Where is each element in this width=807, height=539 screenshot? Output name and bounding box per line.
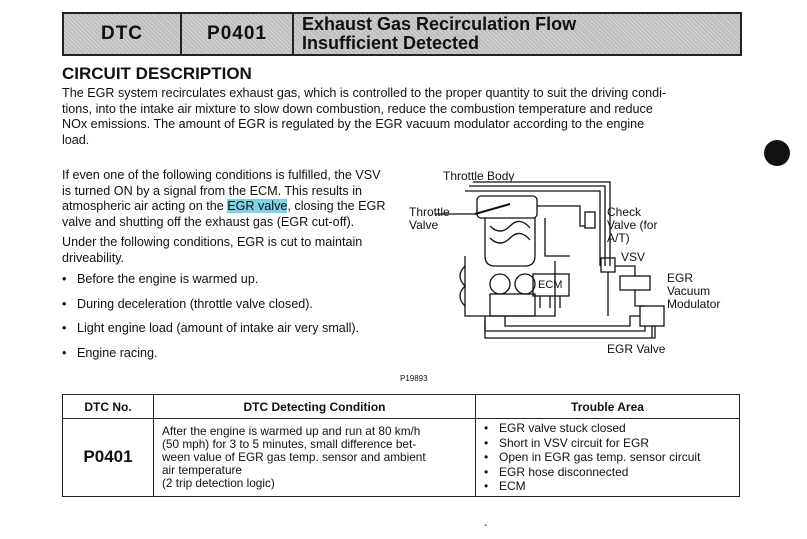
header-dtc-no: DTC No. <box>63 395 154 419</box>
list-item: • EGR valve stuck closed <box>484 421 731 436</box>
list-item: • ECM <box>484 479 731 494</box>
list-item: • Short in VSV circuit for EGR <box>484 436 731 451</box>
vsv-shape <box>601 258 615 272</box>
trouble-list <box>484 421 731 494</box>
condition-line: ween value of EGR gas temp. sensor and ambient <box>162 449 426 464</box>
intro-line: load. <box>62 132 90 147</box>
label-check-valve: Check Valve (for A/T) <box>607 205 658 245</box>
cell-detecting-condition <box>154 419 476 497</box>
label-egr-valve: EGR Valve <box>607 342 666 356</box>
dtc-title <box>294 14 740 54</box>
header-trouble-area: Trouble Area <box>476 395 740 419</box>
egr-valve-shape <box>640 306 664 326</box>
intro-paragraph <box>62 86 752 148</box>
dtc-header-bar <box>62 12 742 56</box>
dtc-code: P0401 <box>182 14 294 54</box>
page-marker-dot <box>764 140 790 166</box>
description-column <box>62 168 387 370</box>
label-throttle-body: Throttle Body <box>443 169 515 183</box>
egr-system-diagram <box>405 166 735 366</box>
intro-line: tions, into the intake air mixture to slow down combustion, reduce the combustion temperature and reduce <box>62 101 653 116</box>
label-ecm: ECM <box>538 279 563 291</box>
cell-trouble-area <box>476 419 740 497</box>
check-valve-shape <box>585 212 595 228</box>
condition-line: After the engine is warmed up and run at 80 km/h <box>162 423 421 438</box>
stray-mark: - <box>484 520 488 531</box>
dtc-title-line-1: Exhaust Gas Recirculation Flow <box>302 14 577 34</box>
label-egr-vacuum-modulator: EGR Vacuum Modulator <box>667 271 721 311</box>
list-item: • During deceleration (throttle valve closed). <box>62 297 387 313</box>
section-title: CIRCUIT DESCRIPTION <box>62 64 252 83</box>
condition-list <box>62 272 387 361</box>
list-item: • Light engine load (amount of intake air very small). <box>62 321 387 337</box>
table-row <box>63 419 740 497</box>
condition-line: (2 trip detection logic) <box>162 475 275 490</box>
condition-line: (50 mph) for 3 to 5 minutes, small difference bet- <box>162 436 417 451</box>
egr-modulator-shape <box>620 276 650 290</box>
egr-cut-paragraph: Under the following conditions, EGR is cut to maintain driveability. <box>62 235 363 265</box>
figure-id: P19893 <box>400 374 428 383</box>
cell-dtc-code: P0401 <box>63 419 154 497</box>
condition-line: air temperature <box>162 462 242 477</box>
throttle-body-shape <box>477 196 537 218</box>
dtc-table <box>62 394 740 497</box>
list-item: • EGR hose disconnected <box>484 465 731 480</box>
vsv-paragraph-text-b: , closing the EGR valve and shutting off the exhaust gas (EGR cut-off). <box>62 199 386 229</box>
vsv-paragraph <box>62 168 387 230</box>
list-item: • Engine racing. <box>62 346 387 362</box>
label-throttle-valve: Throttle Valve <box>409 205 450 232</box>
egr-diagram-drawing <box>405 166 735 366</box>
header-detecting-condition: DTC Detecting Condition <box>154 395 476 419</box>
list-item: • Open in EGR gas temp. sensor circuit <box>484 450 731 465</box>
table-header-row <box>63 395 740 419</box>
intro-line: The EGR system recirculates exhaust gas, which is controlled to the proper quantity to suit the driving condi- <box>62 86 667 100</box>
highlighted-term[interactable]: EGR valve <box>227 199 288 213</box>
intro-line: NOx emissions. The amount of EGR is regulated by the EGR vacuum modulator according to the engine <box>62 117 645 131</box>
dtc-title-line-2: Insufficient Detected <box>302 33 480 53</box>
vsv-paragraph-text-a: If even one of the following conditions is fulfilled, the VSV is turned ON by a signal from the ECM. This results in atmospheric air acting on the <box>62 168 381 213</box>
label-vsv: VSV <box>621 250 646 264</box>
list-item: • Before the engine is warmed up. <box>62 272 387 288</box>
dtc-label: DTC <box>64 14 182 54</box>
